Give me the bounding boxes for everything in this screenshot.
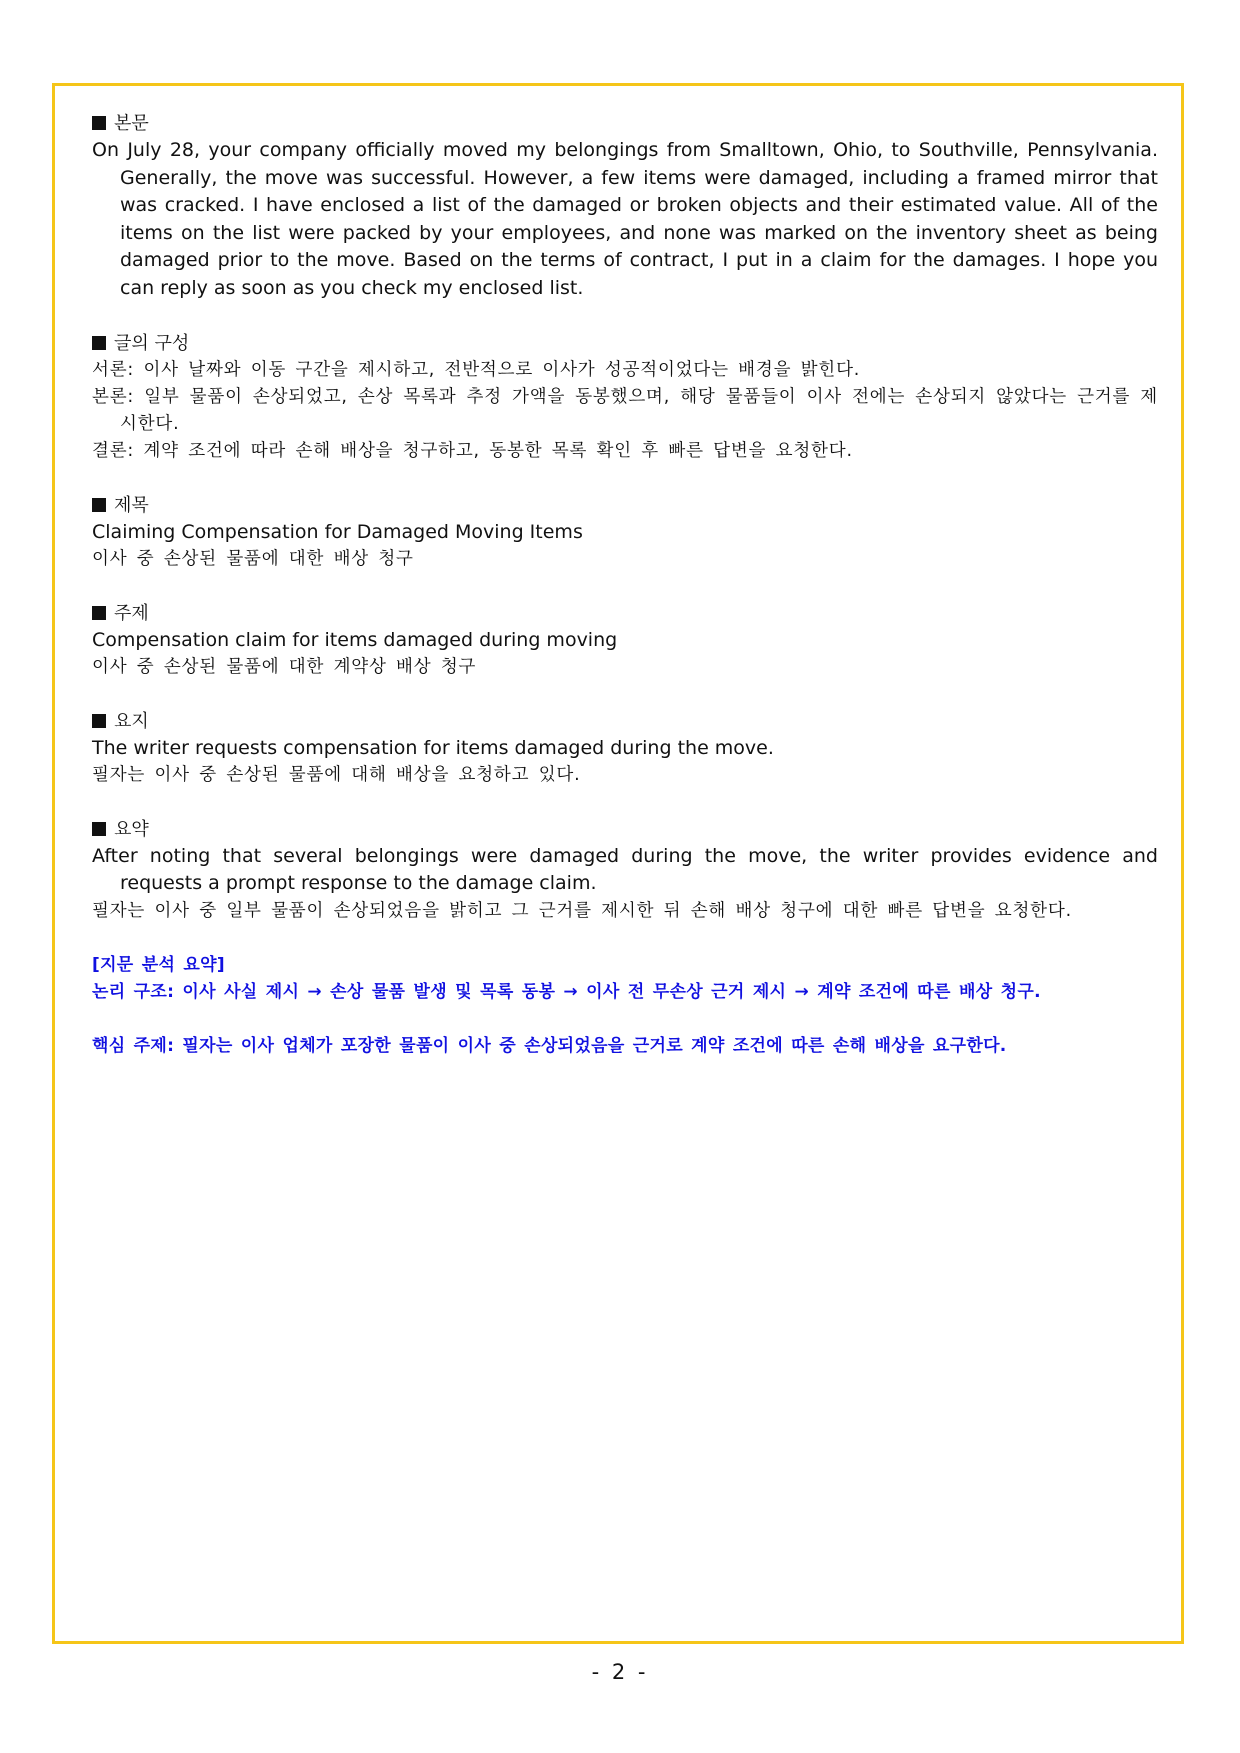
passage-text: On July 28, your company officially moved my belongings from Smalltown, Ohio, to Southville, Pennsylvania. Generally, the move was successful. However, a few items were damaged, including a framed mirror that was cracked. I have enclosed a list of the damaged or broken objects and their estimated value. All of the items on the list were packed by your employees, and none was marked on the inventory sheet as being damaged prior to the move. Based on the terms of contract, I put in a claim for the damages. I hope you can reply as soon as you check my enclosed list. <box>92 139 1158 299</box>
section-heading: 요지 <box>92 708 1158 735</box>
summary-korean: 필자는 이사 중 일부 물품이 손상되었음을 밝히고 그 근거를 제시한 뒤 손해 배상 청구에 대한 빠른 답변을 요청한다. <box>92 900 1072 921</box>
analysis-core: 핵심 주제: 필자는 이사 업체가 포장한 물품이 이사 중 손상되었음을 근거로 계약 조건에 따른 손해 배상을 요구한다. <box>92 1035 1007 1056</box>
section-theme <box>92 600 1158 681</box>
theme-korean: 이사 중 손상된 물품에 대한 계약상 배상 청구 <box>92 656 477 677</box>
analysis-logic: 논리 구조: 이사 사실 제시 → 손상 물품 발생 및 목록 동봉 → 이사 전 무손상 근거 제시 → 계약 조건에 따른 배상 청구. <box>92 981 1041 1002</box>
analysis-summary <box>92 952 1158 1060</box>
square-bullet-icon <box>92 714 106 728</box>
structure-main: 본론: 일부 물품이 손상되었고, 손상 목록과 추정 가액을 동봉했으며, 해당 물품들이 이사 전에는 손상되지 않았다는 근거를 제시한다. <box>92 386 1158 434</box>
gist-korean: 필자는 이사 중 손상된 물품에 대해 배상을 요청하고 있다. <box>92 764 581 785</box>
section-gist <box>92 708 1158 789</box>
gist-english: The writer requests compensation for items damaged during the move. <box>92 736 774 759</box>
section-structure <box>92 330 1158 465</box>
page-content <box>92 110 1158 1060</box>
structure-intro: 서론: 이사 날짜와 이동 구간을 제시하고, 전반적으로 이사가 성공적이었다는 배경을 밝힌다. <box>92 359 861 380</box>
section-summary <box>92 816 1158 925</box>
structure-conclusion: 결론: 계약 조건에 따라 손해 배상을 청구하고, 동봉한 목록 확인 후 빠른 답변을 요청한다. <box>92 440 853 461</box>
square-bullet-icon <box>92 606 106 620</box>
section-heading: 글의 구성 <box>92 330 1158 357</box>
square-bullet-icon <box>92 498 106 512</box>
section-heading: 제목 <box>92 492 1158 519</box>
section-heading: 주제 <box>92 600 1158 627</box>
analysis-label: [지문 분석 요약] <box>92 954 225 975</box>
title-korean: 이사 중 손상된 물품에 대한 배상 청구 <box>92 548 414 569</box>
theme-english: Compensation claim for items damaged during moving <box>92 628 618 651</box>
page-number: - 2 - <box>591 1660 649 1684</box>
summary-english: After noting that several belongings were damaged during the move, the writer provides evidence and requests a prompt response to the damage claim. <box>92 844 1158 895</box>
title-english: Claiming Compensation for Damaged Moving Items <box>92 520 583 543</box>
square-bullet-icon <box>92 116 106 130</box>
square-bullet-icon <box>92 336 106 350</box>
square-bullet-icon <box>92 822 106 836</box>
section-body <box>92 110 1158 303</box>
spacer <box>92 1006 1158 1033</box>
section-heading: 요약 <box>92 816 1158 843</box>
section-title <box>92 492 1158 573</box>
section-heading: 본문 <box>92 110 1158 137</box>
